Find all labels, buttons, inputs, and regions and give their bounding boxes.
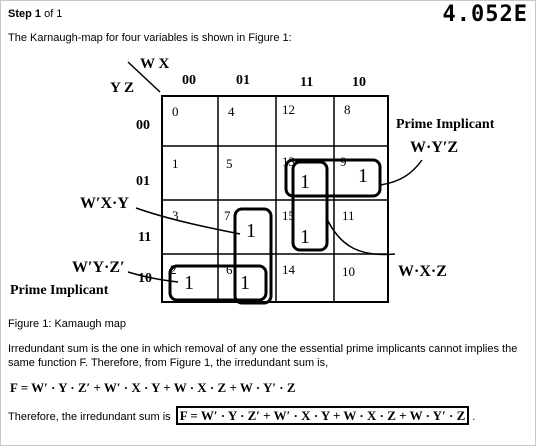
cell-index: 0 <box>172 104 179 119</box>
karnaugh-map-figure <box>0 52 536 314</box>
col-label-01: 01 <box>236 73 250 88</box>
term-wyz-prime-label: W′Y·Z′ <box>72 259 125 276</box>
minterm-value: 1 <box>300 226 310 248</box>
col-label-11: 11 <box>300 75 314 90</box>
term-wxy-label: W′X·Y <box>80 195 129 212</box>
group-wxz <box>293 162 327 250</box>
cell-index: 1 <box>172 156 179 171</box>
cell-index: 9 <box>340 154 347 169</box>
term-wxz-label: W·X·Z <box>398 263 447 280</box>
cell-index: 15 <box>282 208 295 223</box>
prime-implicant-label-left: Prime Implicant <box>10 283 109 298</box>
minterm-value: 1 <box>240 272 250 294</box>
cell-index: 14 <box>282 262 295 277</box>
cell-index: 5 <box>226 156 233 171</box>
row-label-00: 00 <box>136 118 150 133</box>
var-wx-label: W X <box>140 56 170 72</box>
row-label-01: 01 <box>136 174 150 189</box>
problem-code: 4.052E <box>442 2 528 27</box>
col-label-10: 10 <box>352 75 366 90</box>
cell-index: 8 <box>344 102 351 117</box>
step-number: Step 1 <box>8 8 42 20</box>
minterm-value: 1 <box>300 171 310 193</box>
explanation-paragraph: Irredundant sum is the one in which removal of any one the essential prime implicants cannot implies the same function F. Therefore, from Figure 1, the irredundant sum is, <box>8 343 518 369</box>
cell-index: 11 <box>342 208 355 223</box>
row-label-11: 11 <box>138 230 152 245</box>
leader-line <box>326 217 395 255</box>
row-label-10: 10 <box>138 271 152 286</box>
term-wyz-label: W·Y′Z <box>410 139 459 156</box>
figure-caption: Figure 1: Kamaugh map <box>8 318 127 330</box>
var-yz-label: Y Z <box>110 80 135 96</box>
step-total: of 1 <box>41 8 63 20</box>
leader-line <box>380 160 422 185</box>
cell-index: 10 <box>342 264 355 279</box>
cell-index: 6 <box>226 262 233 277</box>
cell-index: 3 <box>172 208 179 223</box>
minterm-value: 1 <box>358 165 368 187</box>
cell-index: 4 <box>228 104 235 119</box>
cell-index: 2 <box>170 262 177 277</box>
prime-implicant-label-right: Prime Implicant <box>396 117 495 132</box>
conclusion-text: Therefore, the irredundant sum is <box>8 411 171 423</box>
col-label-00: 00 <box>182 73 196 88</box>
boxed-answer: F = W′ · Y · Z′ + W′ · X · Y + W · X · Z + W · Y′ · Z <box>176 406 470 425</box>
minterm-value: 1 <box>246 220 256 242</box>
minterm-value: 1 <box>184 272 194 294</box>
intro-text: The Karnaugh-map for four variables is shown in Figure 1: <box>8 32 292 44</box>
conclusion-period: . <box>472 411 476 423</box>
cell-index: 12 <box>282 102 295 117</box>
step-indicator <box>8 8 62 20</box>
conclusion-line <box>8 408 475 424</box>
cell-index: 13 <box>282 154 295 169</box>
cell-index: 7 <box>224 208 231 223</box>
equation: F = W′ · Y · Z′ + W′ · X · Y + W · X · Z + W · Y′ · Z <box>10 380 296 395</box>
